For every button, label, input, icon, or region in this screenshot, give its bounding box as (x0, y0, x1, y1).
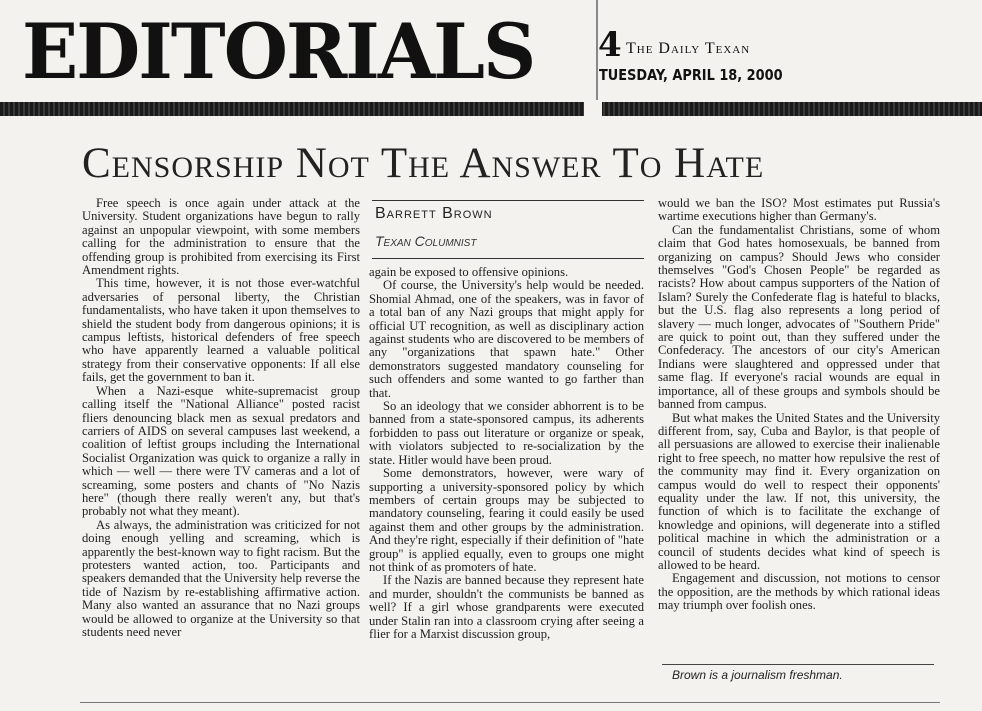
paragraph: So an ideology that we consider abhorrent is to be banned from a state-sponsored campus, its adherents forbidden to pass out literature or organize or speak, with violators subjected to re-socialization by the state. Hitler would have been proud. (369, 399, 644, 467)
paragraph: But what makes the United States and the University different from, say, Cuba and Baylor, is that people of all persuasions are allowed to exercise their inalienable right to free speech, no matter how repulsive the rest of the community may find it. Every organization on campus would do well to respect their opponents' equality under the law. If not, this university, the function of which is to facilitate the exchange of knowledge and opinions, will degenerate into a stifled political machine in which the administration or a council of students decides what kind of speech is allowed to be heard. (658, 410, 940, 572)
article-column-3 (658, 197, 940, 613)
byline-title: Texan Columnist (375, 233, 477, 249)
paragraph: As always, the administration was criticized for not doing enough yelling and screaming, which is apparently the best-known way to fight racism. But the protesters wanted action, too. Participants and speakers demanded that the University help reverse the tide of Nazism by re-establishing affirmative action. Many also wanted an assurance that no Nazi groups would be allowed to organize at the University so that students need never (82, 517, 361, 639)
paragraph: When a Nazi-esque white-supremacist group calling itself the "National Alliance" posted racist fliers denouncing black men as sexual predators and carriers of AIDS on several campuses last weekend, a coalition of leftist groups including the International Socialist Organization was quick to organize a rally in which — well — there were TV cameras and a lot of screaming, some posters and chants of "No Nazis here" (though there really weren't any, but that's probably not what they meant). (82, 383, 360, 519)
issue-date: TUESDAY, APRIL 18, 2000 (599, 66, 783, 84)
article-column-2 (369, 266, 644, 641)
paragraph: Can the fundamentalist Christians, some of whom claim that God hates homosexuals, be banned from organizing on campus? Should Jews who consider themselves "God's Chosen People" be regarded as racists? How about campus supporters of the Nation of Islam? Surely the Confederate flag is hateful to blacks, but the U.S. flag also represents a long period of slavery — much longer, advocates of "Southern Pride" are quick to point out, than they suffered under the Confederacy. The ancestors of our city's American Indians were slaughtered and oppressed under that same flag. If everyone's racial wounds are equal in importance, all of these groups and symbols should be banned from campus. (658, 222, 940, 412)
paragraph: Free speech is once again under attack at the University. Student organizations have begun to rally against an unpopular viewpoint, with some members calling for the administration to ensure that the offending group is prohibited from exercising its First Amendment rights. (82, 196, 360, 278)
paragraph: If the Nazis are banned because they represent hate and murder, shouldn't the communists be banned as well? If a girl whose grandparents were executed under Stalin ran into a classroom crying after seeing a flier for a Marxist discussion group, (369, 573, 644, 641)
header-rule (0, 102, 982, 116)
byline-rule-top (372, 200, 644, 201)
header-rule-gap (584, 100, 602, 118)
article-headline: Censorship Not The Answer To Hate (82, 140, 765, 187)
byline-rule-bottom (372, 258, 644, 259)
section-title: EDITORIALS (22, 7, 535, 96)
bio-rule (662, 664, 934, 665)
paper-name: The Daily Texan (626, 40, 751, 57)
article-column-1 (82, 197, 360, 639)
byline-name: Barrett Brown (375, 205, 493, 222)
author-bio: Brown is a journalism freshman. (672, 668, 843, 682)
paragraph: Of course, the University's help would be needed. Shomial Ahmad, one of the speakers, was in favor of a total ban of any Nazi groups that might apply for official UT recognition, as well as disciplinary action against students who are discovered to be members of any "organizations that spawn hate." Other demonstrators suggested mandatory counseling for such offenders and some wanted to go farther than that. (369, 278, 644, 400)
paragraph: would we ban the ISO? Most estimates put Russia's wartime executions higher than Germany's. (658, 196, 940, 224)
bottom-rule (80, 702, 940, 703)
paragraph: Engagement and discussion, not motions to censor the opposition, are the methods by which rational ideas may triumph over foolish ones. (658, 571, 940, 613)
paragraph: Some demonstrators, however, were wary of supporting a university-sponsored policy by which members of certain groups may be subjected to mandatory counseling, fearing it could easily be used against them and other groups by the administration. And they're right, especially if their definition of "hate group" is applied equally, even to groups one might not think of as promoters of hate. (369, 466, 644, 574)
paragraph: again be exposed to offensive opinions. (369, 265, 569, 279)
paragraph: This time, however, it is not those ever-watchful adversaries of personal liberty, the Christian fundamentalists, who have taken it upon themselves to shield the student body from dangerous opinions; it is campus leftists, historical defenders of free speech who have apparently learned a valuable political strategy from their conservative opponents: If all else fails, get the government to ban it. (82, 276, 360, 385)
page-number: 4 (598, 25, 622, 65)
